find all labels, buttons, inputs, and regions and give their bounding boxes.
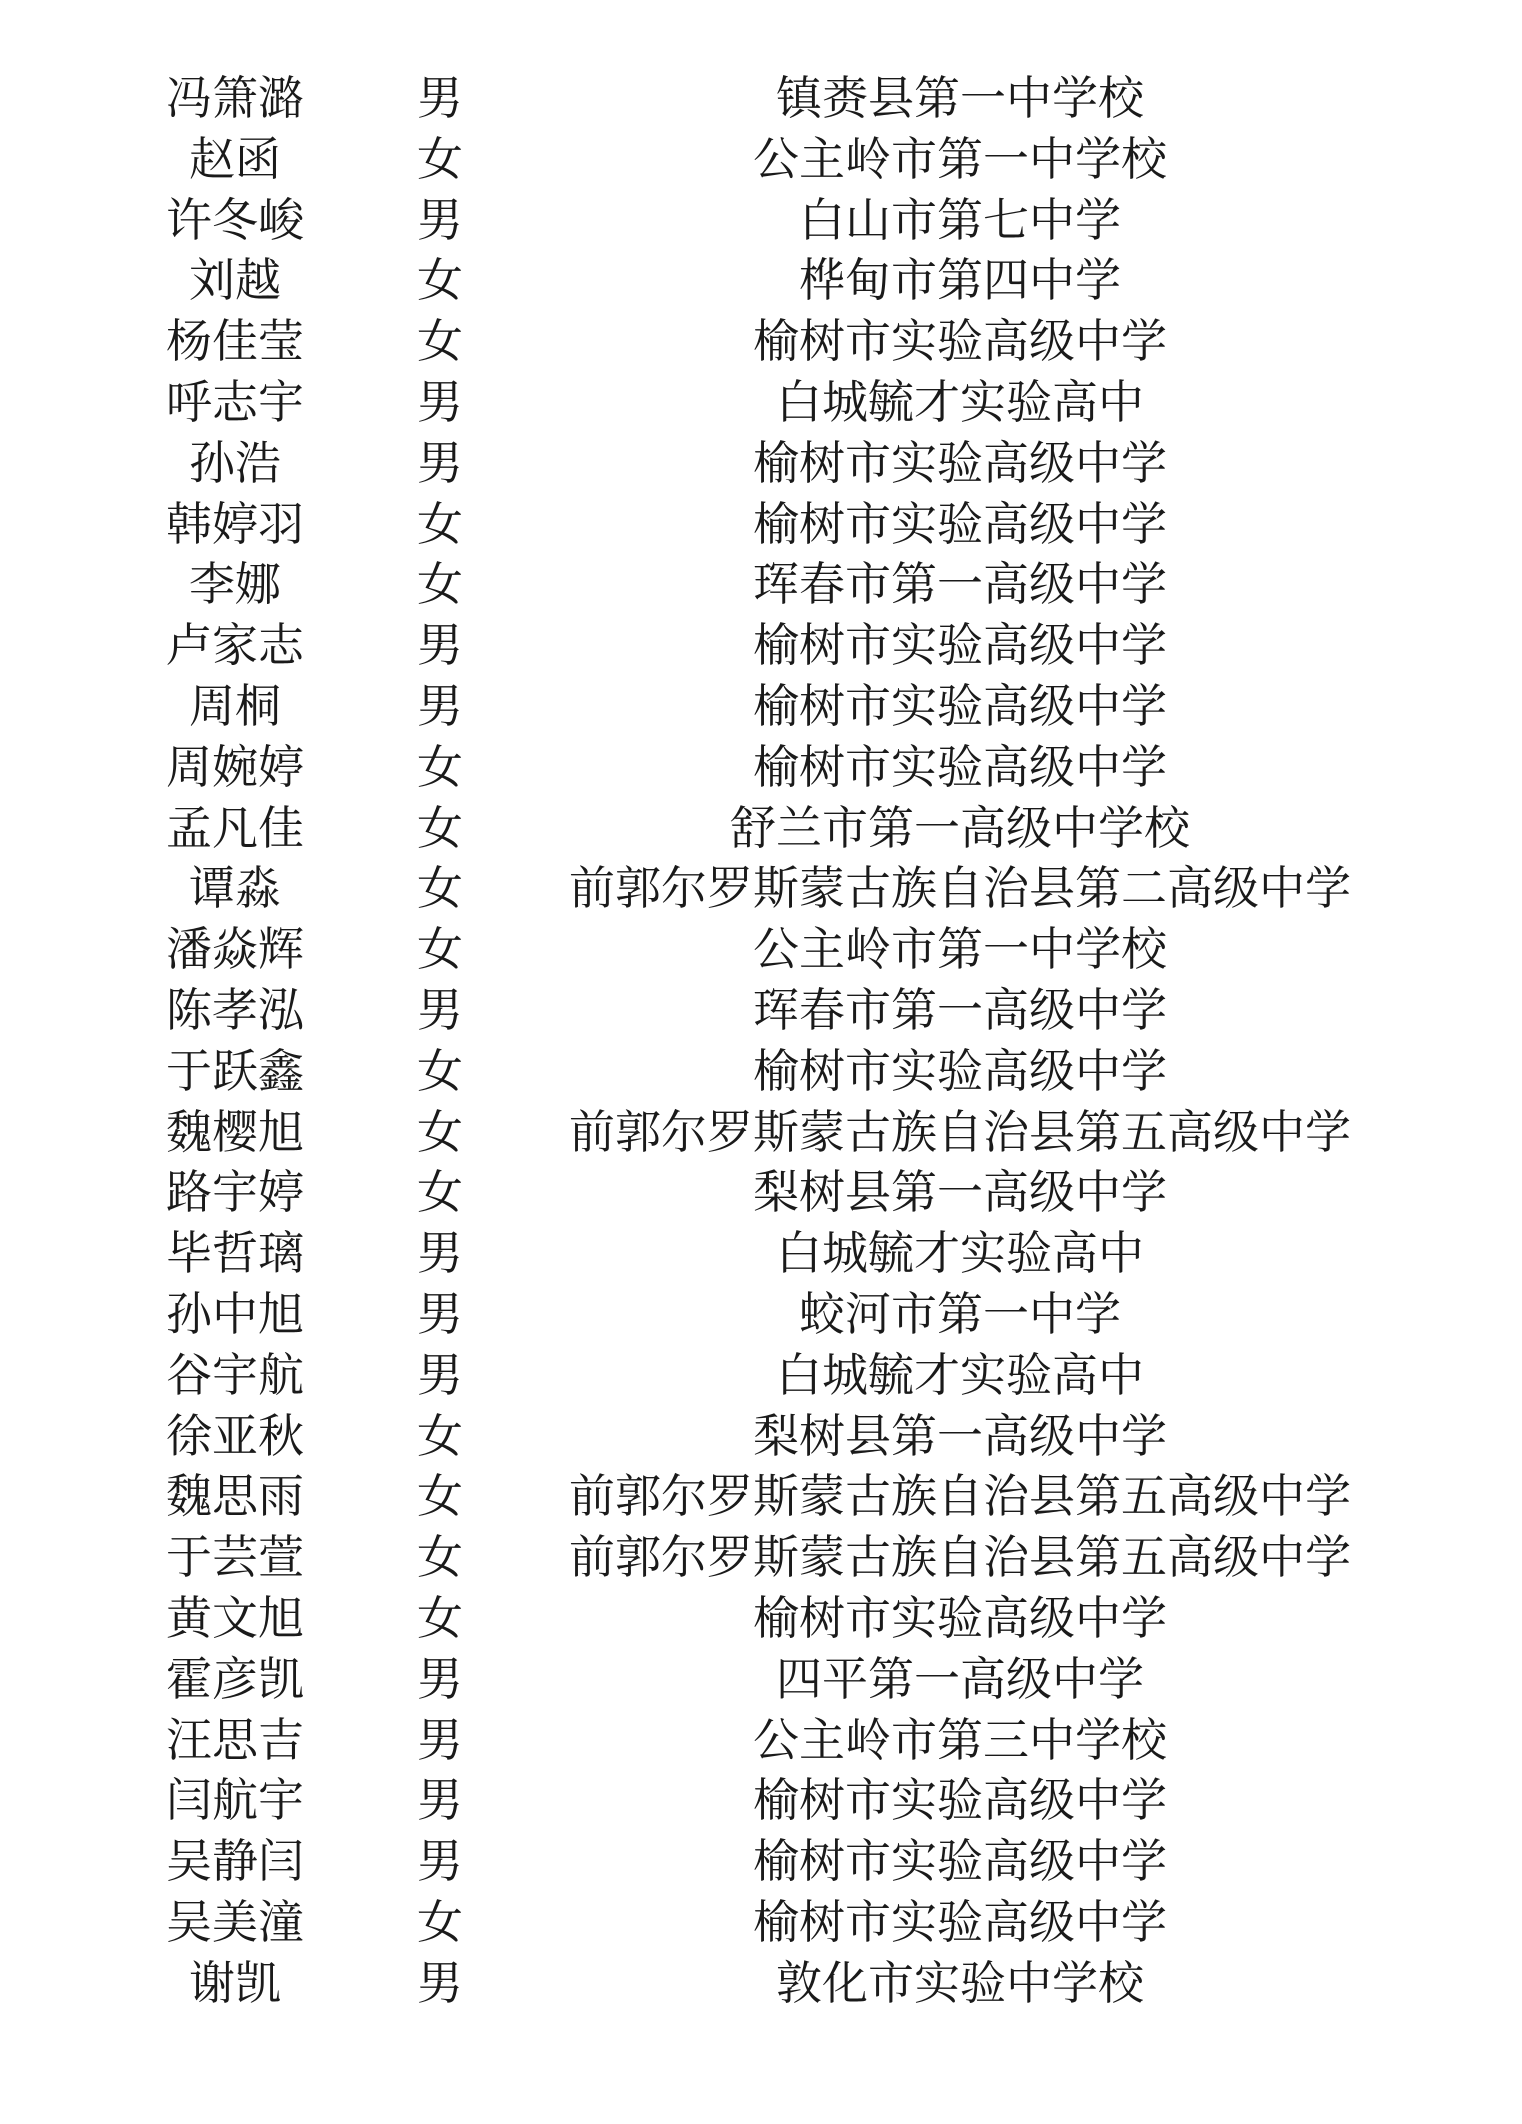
school-name: 榆树市实验高级中学: [753, 1591, 1167, 1645]
student-gender: 男: [417, 618, 463, 673]
school-name: 榆树市实验高级中学: [753, 496, 1167, 551]
student-gender: 女: [417, 1469, 463, 1524]
table-row: [0, 311, 1522, 371]
table-row: [0, 980, 1522, 1040]
student-gender: 男: [417, 983, 463, 1037]
table-row: [0, 615, 1522, 675]
table-row: [0, 737, 1522, 797]
table-row: [0, 1223, 1522, 1283]
student-gender: 女: [417, 557, 463, 612]
school-name: 镇赉县第一中学校: [776, 71, 1144, 125]
student-gender: 女: [417, 253, 463, 308]
table-row: [0, 1770, 1522, 1830]
table-row: [0, 1710, 1522, 1770]
student-name: 呼志宇: [166, 375, 304, 429]
student-name: 杨佳莹: [166, 314, 304, 369]
student-gender: 男: [417, 1773, 463, 1828]
student-name: 许冬峻: [166, 192, 304, 247]
student-name: 霍彦凯: [166, 1651, 304, 1706]
school-name: 珲春市第一高级中学: [753, 557, 1167, 612]
table-row: [0, 1953, 1522, 2013]
student-name: 孙浩: [189, 435, 281, 490]
school-name: 梨树县第一高级中学: [753, 1408, 1167, 1463]
school-name: 榆树市实验高级中学: [753, 1895, 1167, 1949]
table-row: [0, 1649, 1522, 1709]
table-row: [0, 1406, 1522, 1466]
student-name: 周婉婷: [166, 739, 304, 794]
student-name: 汪思吉: [166, 1712, 304, 1767]
school-name: 桦甸市第四中学: [799, 253, 1121, 308]
student-name: 毕哲璃: [166, 1226, 304, 1281]
student-name: 潘焱辉: [166, 922, 304, 977]
table-row: [0, 129, 1522, 189]
student-gender: 女: [417, 1530, 463, 1585]
school-name: 白山市第七中学: [799, 192, 1121, 247]
student-gender: 男: [417, 375, 463, 429]
student-name: 韩婷羽: [166, 496, 304, 551]
table-row: [0, 250, 1522, 310]
student-gender: 男: [417, 679, 463, 733]
school-name: 前郭尔罗斯蒙古族自治县第五高级中学: [569, 1469, 1351, 1524]
student-gender: 女: [417, 1165, 463, 1220]
school-name: 榆树市实验高级中学: [753, 435, 1167, 490]
school-name: 敦化市实验中学校: [776, 1955, 1144, 2010]
student-name: 黄文旭: [166, 1591, 304, 1645]
table-row: [0, 1831, 1522, 1891]
student-gender: 男: [417, 1226, 463, 1281]
school-name: 榆树市实验高级中学: [753, 679, 1167, 733]
student-name: 孙中旭: [166, 1287, 304, 1341]
school-name: 前郭尔罗斯蒙古族自治县第五高级中学: [569, 1104, 1351, 1159]
student-gender: 男: [417, 435, 463, 490]
student-gender: 女: [417, 800, 463, 855]
table-row: [0, 919, 1522, 979]
school-name: 四平第一高级中学: [776, 1651, 1144, 1706]
student-gender: 女: [417, 131, 463, 186]
student-gender: 女: [417, 1591, 463, 1645]
student-name: 谢凯: [189, 1955, 281, 2010]
student-name: 于芸萱: [166, 1530, 304, 1585]
table-row: [0, 1041, 1522, 1101]
student-gender: 男: [417, 71, 463, 125]
school-name: 白城毓才实验高中: [776, 375, 1144, 429]
student-gender: 女: [417, 1408, 463, 1463]
student-gender: 女: [417, 739, 463, 794]
table-row: [0, 1345, 1522, 1405]
table-row: [0, 1284, 1522, 1344]
school-name: 白城毓才实验高中: [776, 1347, 1144, 1402]
student-name: 陈孝泓: [166, 983, 304, 1037]
student-name: 赵函: [189, 131, 281, 186]
student-gender: 女: [417, 861, 463, 916]
table-row: [0, 372, 1522, 432]
student-name: 吴静闫: [166, 1834, 304, 1889]
table-row: [0, 68, 1522, 128]
student-name: 孟凡佳: [166, 800, 304, 855]
student-gender: 男: [417, 192, 463, 247]
table-row: [0, 798, 1522, 858]
school-name: 舒兰市第一高级中学校: [730, 800, 1190, 855]
student-gender: 女: [417, 1043, 463, 1098]
school-name: 榆树市实验高级中学: [753, 314, 1167, 369]
table-row: [0, 1162, 1522, 1222]
school-name: 蛟河市第一中学: [799, 1287, 1121, 1341]
table-row: [0, 1588, 1522, 1648]
student-name: 路宇婷: [166, 1165, 304, 1220]
school-name: 公主岭市第三中学校: [753, 1712, 1167, 1767]
student-gender: 男: [417, 1347, 463, 1402]
table-row: [0, 1527, 1522, 1587]
student-name: 刘越: [189, 253, 281, 308]
student-gender: 男: [417, 1651, 463, 1706]
school-name: 珲春市第一高级中学: [753, 983, 1167, 1037]
student-gender: 男: [417, 1955, 463, 2010]
student-name: 李娜: [189, 557, 281, 612]
table-row: [0, 1466, 1522, 1526]
school-name: 榆树市实验高级中学: [753, 618, 1167, 673]
student-name: 卢家志: [166, 618, 304, 673]
student-gender: 女: [417, 314, 463, 369]
school-name: 前郭尔罗斯蒙古族自治县第二高级中学: [569, 861, 1351, 916]
student-name: 周桐: [189, 679, 281, 733]
student-name: 魏樱旭: [166, 1104, 304, 1159]
student-name: 徐亚秋: [166, 1408, 304, 1463]
school-name: 前郭尔罗斯蒙古族自治县第五高级中学: [569, 1530, 1351, 1585]
school-name: 公主岭市第一中学校: [753, 131, 1167, 186]
table-row: [0, 554, 1522, 614]
school-name: 白城毓才实验高中: [776, 1226, 1144, 1281]
table-row: [0, 1892, 1522, 1952]
table-row: [0, 676, 1522, 736]
school-name: 榆树市实验高级中学: [753, 1773, 1167, 1828]
school-name: 榆树市实验高级中学: [753, 1834, 1167, 1889]
school-name: 榆树市实验高级中学: [753, 739, 1167, 794]
student-gender: 女: [417, 1895, 463, 1949]
student-name: 于跃鑫: [166, 1043, 304, 1098]
student-gender: 男: [417, 1712, 463, 1767]
school-name: 公主岭市第一中学校: [753, 922, 1167, 977]
table-row: [0, 1102, 1522, 1162]
student-name: 冯箫潞: [166, 71, 304, 125]
student-gender: 女: [417, 1104, 463, 1159]
school-name: 梨树县第一高级中学: [753, 1165, 1167, 1220]
student-name: 谷宇航: [166, 1347, 304, 1402]
table-row: [0, 858, 1522, 918]
student-gender: 女: [417, 922, 463, 977]
student-name: 魏思雨: [166, 1469, 304, 1524]
student-gender: 男: [417, 1287, 463, 1341]
table-row: [0, 433, 1522, 493]
student-name: 闫航宇: [166, 1773, 304, 1828]
table-row: [0, 190, 1522, 250]
school-name: 榆树市实验高级中学: [753, 1043, 1167, 1098]
student-name: 吴美潼: [166, 1895, 304, 1949]
student-gender: 男: [417, 1834, 463, 1889]
student-name: 谭淼: [189, 861, 281, 916]
student-gender: 女: [417, 496, 463, 551]
table-row: [0, 494, 1522, 554]
